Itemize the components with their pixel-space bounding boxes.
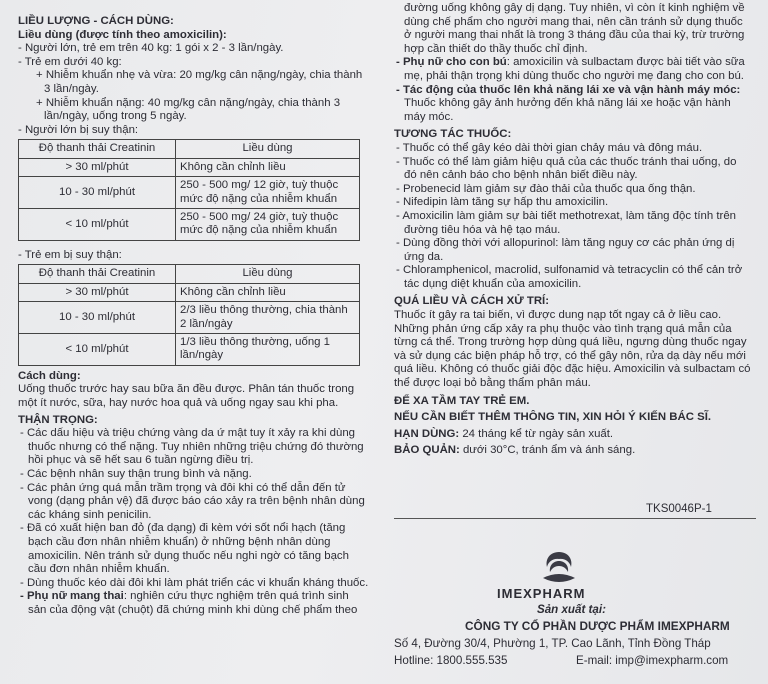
usage-heading: Cách dùng: bbox=[18, 369, 81, 382]
expiry-text: 24 tháng kể từ ngày sản xuất. bbox=[459, 427, 614, 440]
interaction-heading: TƯƠNG TÁC THUỐC: bbox=[394, 128, 512, 141]
divider bbox=[394, 518, 756, 519]
table-cell: 10 - 30 ml/phút bbox=[19, 302, 176, 334]
table-row bbox=[19, 283, 360, 301]
interaction-item: - Amoxicilin làm giảm sự bài tiết methotrexat, làm tăng độc tính trên đường tiêu hóa và hệ tạo máu. bbox=[396, 209, 736, 236]
table-row bbox=[19, 302, 360, 334]
dose-subheading: Liều dùng (được tính theo amoxicilin): bbox=[18, 28, 227, 41]
imexpharm-logo-icon bbox=[539, 548, 579, 586]
pregnancy-label: - Phụ nữ mang thai bbox=[20, 590, 124, 603]
storage-text: dưới 30°C, tránh ẩm và ánh sáng. bbox=[459, 444, 636, 457]
table-cell: < 10 ml/phút bbox=[19, 208, 176, 240]
renal-child-label: - Trẻ em bị suy thận: bbox=[18, 248, 122, 261]
table-cell: Không cần chỉnh liều bbox=[176, 283, 360, 301]
lactation-item bbox=[394, 56, 752, 83]
table-header-cell: Độ thanh thải Creatinin bbox=[19, 140, 176, 158]
driving-item bbox=[394, 84, 752, 125]
pregnancy-text: : nghiên cứu thực nghiệm trên quá trình sinh sản của động vật (chuột) đã chứng minh khi dùng chế phẩm theo bbox=[28, 590, 358, 616]
brand-name: IMEXPHARM bbox=[497, 586, 586, 601]
table-header-cell: Độ thanh thải Creatinin bbox=[19, 265, 176, 283]
child-dose-severe: + Nhiễm khuẩn nặng: 40 mg/kg cân nặng/ngày, chia thành 3 lần/ngày, uống trong 5 ngày. bbox=[36, 96, 341, 123]
table-cell: 250 - 500 mg/ 24 giờ, tuỳ thuộc mức độ nặng của nhiễm khuẩn bbox=[176, 208, 360, 240]
table-header-cell: Liều dùng bbox=[176, 140, 360, 158]
interaction-item: - Thuốc có thể làm giảm hiệu quả của các thuốc tránh thai uống, do đó nên cảnh báo cho bệnh nhân biết điều này. bbox=[396, 155, 737, 182]
right-column bbox=[394, 2, 752, 458]
usage-text: Uống thuốc trước hay sau bữa ăn đều được. Phân tán thuốc trong một ít nước, sữa, hay nước hoa quả và uống ngay sau khi pha. bbox=[18, 383, 355, 409]
table-row bbox=[19, 334, 360, 366]
caution-item: - Dùng thuốc kéo dài đôi khi làm phát triển các vi khuẩn kháng thuốc. bbox=[20, 576, 369, 589]
overdose-heading: QUÁ LIỀU VÀ CÁCH XỬ TRÍ: bbox=[394, 295, 549, 308]
adult-dose: - Người lớn, trẻ em trên 40 kg: 1 gói x 2 - 3 lần/ngày. bbox=[18, 42, 284, 55]
company-name: CÔNG TY CỔ PHẦN DƯỢC PHẨM IMEXPHARM bbox=[465, 619, 730, 633]
company-address: Số 4, Đường 30/4, Phường 1, TP. Cao Lãnh, Tỉnh Đồng Tháp bbox=[394, 637, 711, 650]
table-cell: 250 - 500 mg/ 12 giờ, tuỳ thuộc mức độ nặng của nhiễm khuẩn bbox=[176, 177, 360, 209]
table-cell: > 30 ml/phút bbox=[19, 158, 176, 176]
interaction-item: - Chloramphenicol, macrolid, sulfonamid và tetracyclin có thể cản trở tác dụng diệt khuẩn của amoxicilin. bbox=[396, 264, 743, 290]
driving-text: Thuốc không gây ảnh hưởng đến khả năng lái xe hoặc vận hành máy móc. bbox=[404, 97, 731, 123]
child-dose-mild: + Nhiễm khuẩn nhẹ và vừa: 20 mg/kg cân nặng/ngày, chia thành 3 lần/ngày. bbox=[36, 69, 363, 95]
hotline: Hotline: 1800.555.535 bbox=[394, 654, 508, 667]
driving-label: - Tác động của thuốc lên khả năng lái xe và vận hành máy móc: bbox=[396, 83, 741, 96]
expiry-label: HẠN DÙNG: bbox=[394, 427, 460, 440]
interaction-item: - Probenecid làm giảm sự đào thải của thuốc qua ống thận. bbox=[396, 182, 696, 195]
caution-item: - Các dấu hiệu và triệu chứng vàng da ứ mật tuy ít xảy ra khi dùng thuốc nhưng có thể nặng. Tuy nhiên những triệu chứng đó thường hồi phục và sẽ hết sau 6 tuần ngừng điều trị. bbox=[20, 427, 364, 467]
interaction-item: - Thuốc có thể gây kéo dài thời gian chảy máu và đông máu. bbox=[396, 141, 703, 154]
caution-item: - Các bệnh nhân suy thận trung bình và nặng. bbox=[20, 467, 252, 480]
document-code: TKS0046P-1 bbox=[646, 503, 712, 515]
storage-label: BẢO QUẢN: bbox=[394, 444, 460, 457]
caution-heading: THẬN TRỌNG: bbox=[18, 413, 98, 426]
child-dose: - Trẻ em dưới 40 kg: bbox=[18, 55, 122, 68]
caution-item: - Đã có xuất hiện ban đỏ (đa dạng) đi kèm với sốt nổi hạch (tăng bạch cầu đơn nhân nhiễm khuẩn) ở những bệnh nhân dùng amoxicilin. Nên tránh sử dụng thuốc nếu nghi ngờ có tăng bạch cầu đơn nhân nhiễm khuẩn. bbox=[20, 522, 349, 576]
lactation-label: - Phụ nữ cho con bú bbox=[396, 56, 507, 69]
table-row bbox=[19, 177, 360, 209]
table-cell: > 30 ml/phút bbox=[19, 283, 176, 301]
left-column bbox=[18, 15, 370, 618]
table-header-row bbox=[19, 265, 360, 283]
table-cell: 10 - 30 ml/phút bbox=[19, 177, 176, 209]
caution-item: - Các phản ứng quá mẫn trầm trọng và đôi khi có thể dẫn đến tử vong (dạng phản vệ) đã được báo cáo xảy ra trên bệnh nhân dùng các kháng sinh penicilin. bbox=[20, 481, 365, 521]
table-cell: 1/3 liều thông thường, uống 1 lần/ngày bbox=[176, 334, 360, 366]
pregnancy-continued: đường uống không gây dị dạng. Tuy nhiên, vì còn ít kinh nghiệm về dùng chế phẩm cho người mang thai, nên cần tránh sử dụng thuốc ở người mang thai nhất là trong 3 tháng đầu của thai kỳ, trừ trường hợp cần thiết do thầy thuốc chỉ định. bbox=[404, 2, 745, 55]
interaction-item: - Dùng đồng thời với allopurinol: làm tăng nguy cơ các phản ứng dị ứng da. bbox=[396, 237, 735, 263]
renal-adult-label: - Người lớn bị suy thận: bbox=[18, 123, 139, 136]
storage-line bbox=[394, 444, 752, 458]
lactation-text: : amoxicilin và sulbactam được bài tiết vào sữa mẹ, phải thận trọng khi dùng thuốc cho người mẹ đang cho con bú. bbox=[404, 56, 745, 82]
expiry-line bbox=[394, 428, 752, 442]
table-row bbox=[19, 208, 360, 240]
table-header-row bbox=[19, 140, 360, 158]
consult-warning: NẾU CẦN BIẾT THÊM THÔNG TIN, XIN HỎI Ý KIẾN BÁC SĨ. bbox=[394, 411, 712, 424]
email: E-mail: imp@imexpharm.com bbox=[576, 654, 729, 667]
interaction-item: - Nifedipin làm tăng sự hấp thu amoxicilin. bbox=[396, 196, 609, 209]
renal-adult-table bbox=[18, 139, 360, 240]
table-cell: < 10 ml/phút bbox=[19, 334, 176, 366]
table-cell: 2/3 liều thông thường, chia thành 2 lần/ngày bbox=[176, 302, 360, 334]
table-cell: Không cần chỉnh liều bbox=[176, 158, 360, 176]
manufactured-by: Sản xuất tại: bbox=[537, 603, 606, 616]
dosage-heading: LIỀU LƯỢNG - CÁCH DÙNG: bbox=[18, 15, 174, 27]
keep-away-warning: ĐỂ XA TẦM TAY TRẺ EM. bbox=[394, 394, 530, 407]
table-row bbox=[19, 158, 360, 176]
renal-child-table bbox=[18, 264, 360, 365]
pregnancy-item bbox=[18, 590, 370, 617]
table-header-cell: Liều dùng bbox=[176, 265, 360, 283]
overdose-text: Thuốc ít gây ra tai biến, vì được dung nạp tốt ngay cả ở liều cao. Những phản ứng cấp xảy ra phụ thuộc vào tình trạng quá mẫn của từng cá thể. Trong trường hợp dùng quá liều, ngưng dùng thuốc ngay và sử dụng các biện pháp hỗ trợ, có thể gây nôn, rửa dạ dày nếu mới quá liều. Không có thuốc giải độc đặc hiệu. Amoxicilin và sulbactam có thể được loại bỏ bằng thẩm phân máu. bbox=[394, 309, 751, 390]
